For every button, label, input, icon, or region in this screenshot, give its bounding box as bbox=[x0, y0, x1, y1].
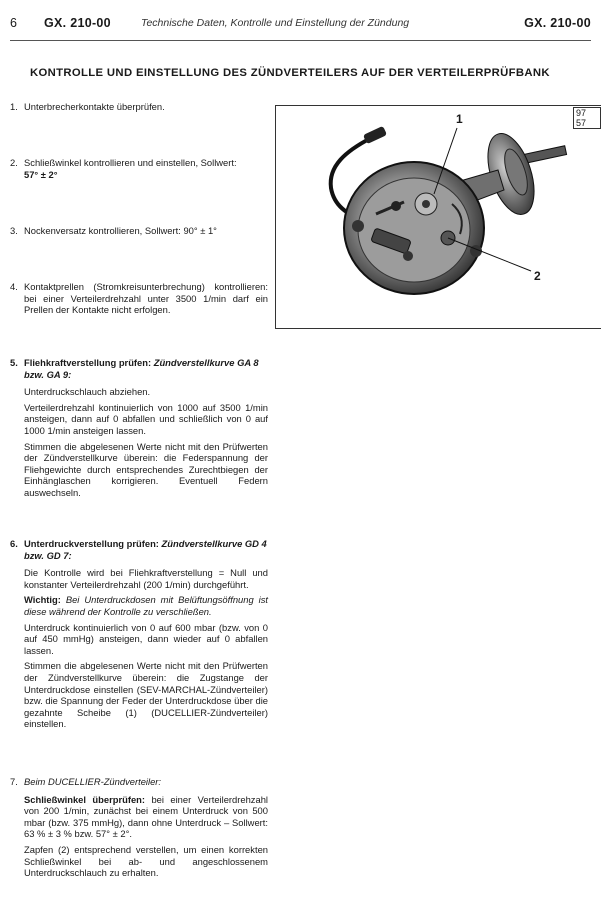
important-label: Wichtig: bbox=[24, 594, 61, 606]
step-heading: Unterdruckverstellung prüfen: bbox=[24, 538, 159, 549]
important-text: Bei Unterdruckdosen mit Belüftungsöffnung ist diese während der Kontrolle zu verschließen. bbox=[24, 594, 268, 617]
document-code-left: GX. 210-00 bbox=[44, 16, 111, 30]
step-number: 4. bbox=[10, 281, 18, 292]
step-heading-curve: Beim DUCELLIER-Zündverteiler: bbox=[24, 776, 162, 787]
step-label: Schließwinkel überprüfen: bbox=[24, 793, 146, 805]
step-number: 3. bbox=[10, 225, 18, 236]
step-number: 7. bbox=[10, 776, 18, 787]
step-number: 6. bbox=[10, 538, 18, 549]
step-paragraph: Unterdruckschlauch abziehen. bbox=[24, 386, 151, 398]
step-number: 2. bbox=[10, 157, 18, 168]
section-title: KONTROLLE UND EINSTELLUNG DES ZÜNDVERTEILERS AUF DER VERTEILERPRÜFBANK bbox=[30, 67, 550, 79]
header-divider bbox=[10, 40, 591, 41]
step-text: Kontaktprellen (Stromkreisunterbrechung) kontrollieren: bei einer Verteilerdrehzahl unter 3500 1/min darf ein Prellen der Kontakte nicht erfolgen. bbox=[24, 281, 268, 316]
step-value: 57° ± 2° bbox=[24, 168, 58, 180]
step-2 bbox=[10, 157, 268, 184]
page-number: 6 bbox=[10, 16, 17, 30]
step-heading-curve: Zündverstellkurve GA 8 bzw. GA 9: bbox=[24, 357, 259, 380]
step-paragraph: Stimmen die abgelesenen Werte nicht mit den Prüfwerten der Zündverstellkurve überein: die Zugstange der Unterdruckdose einstellen (SEV-MARCHAL-Zündverteiler) bzw. die Spannung der Feder der Unterdruckdose über die gezahnte Scheibe (1) (DUCELLIER-Zündverteiler) einstellen. bbox=[24, 660, 268, 730]
step-6 bbox=[10, 538, 268, 734]
step-1 bbox=[10, 101, 268, 117]
document-code-right: GX. 210-00 bbox=[524, 16, 591, 30]
step-paragraph: Verteilerdrehzahl kontinuierlich von 1000 auf 3500 1/min ansteigen, dann auf 0 abfallen und schließlich von 0 auf 1000 1/min ansteigen lassen. bbox=[24, 401, 268, 436]
step-5 bbox=[10, 357, 268, 503]
callout-2-label: 2 bbox=[534, 269, 541, 283]
distributor-photo-frame bbox=[275, 105, 601, 329]
callout-1-label: 1 bbox=[456, 112, 463, 126]
step-paragraph: Zapfen (2) entsprechend verstellen, um einen korrekten Schließwinkel bei ab- und angeschlossenem Unterdruckschlauch zu erhalten. bbox=[24, 843, 268, 879]
step-text: Unterbrecherkontakte überprüfen. bbox=[24, 101, 165, 112]
step-text: Schließwinkel kontrollieren und einstellen, Sollwert: bbox=[24, 157, 237, 168]
step-text: Nockenversatz kontrollieren, Sollwert: 90° ± 1° bbox=[24, 225, 217, 236]
step-3 bbox=[10, 225, 268, 241]
step-number: 5. bbox=[10, 357, 18, 368]
distributor-illustration bbox=[276, 106, 601, 328]
step-heading-curve: Zündverstellkurve GD 4 bzw. GD 7: bbox=[24, 538, 267, 561]
step-4 bbox=[10, 281, 268, 320]
step-7 bbox=[10, 776, 268, 883]
header-topic: Technische Daten, Kontrolle und Einstellung der Zündung bbox=[141, 17, 410, 29]
step-paragraph: Die Kontrolle wird bei Fliehkraftverstellung = Null und konstanter Verteilerdrehzahl (200 1/min) durchgeführt. bbox=[24, 567, 268, 590]
step-number: 1. bbox=[10, 101, 18, 112]
step-text: bei einer Verteilerdrehzahl von 200 1/min, zunächst bei einem Unterdruck von 500 mbar (bzw. 375 mmHg), dann ohne Unterdruck – Sollwert: 63 % ± 3 % bzw. 57° ± 2°. bbox=[24, 793, 268, 840]
figure-reference-number: 97 57 bbox=[573, 107, 601, 129]
step-heading: Fliehkraftverstellung prüfen: bbox=[24, 357, 152, 368]
step-paragraph: Stimmen die abgelesenen Werte nicht mit den Prüfwerten der Zündverstellkurve überein: die Federspannung der Fliehgewichte durch entsprechendes Zurechtbiegen der Einhänglaschen korrigieren. Eventuell Federn auswechseln. bbox=[24, 440, 268, 498]
page-header bbox=[10, 14, 591, 36]
step-paragraph: Unterdruck kontinuierlich von 0 auf 600 mbar (bzw. von 0 auf 450 mmHg) ansteigen, dann wieder auf 0 abfallen lassen. bbox=[24, 621, 268, 656]
